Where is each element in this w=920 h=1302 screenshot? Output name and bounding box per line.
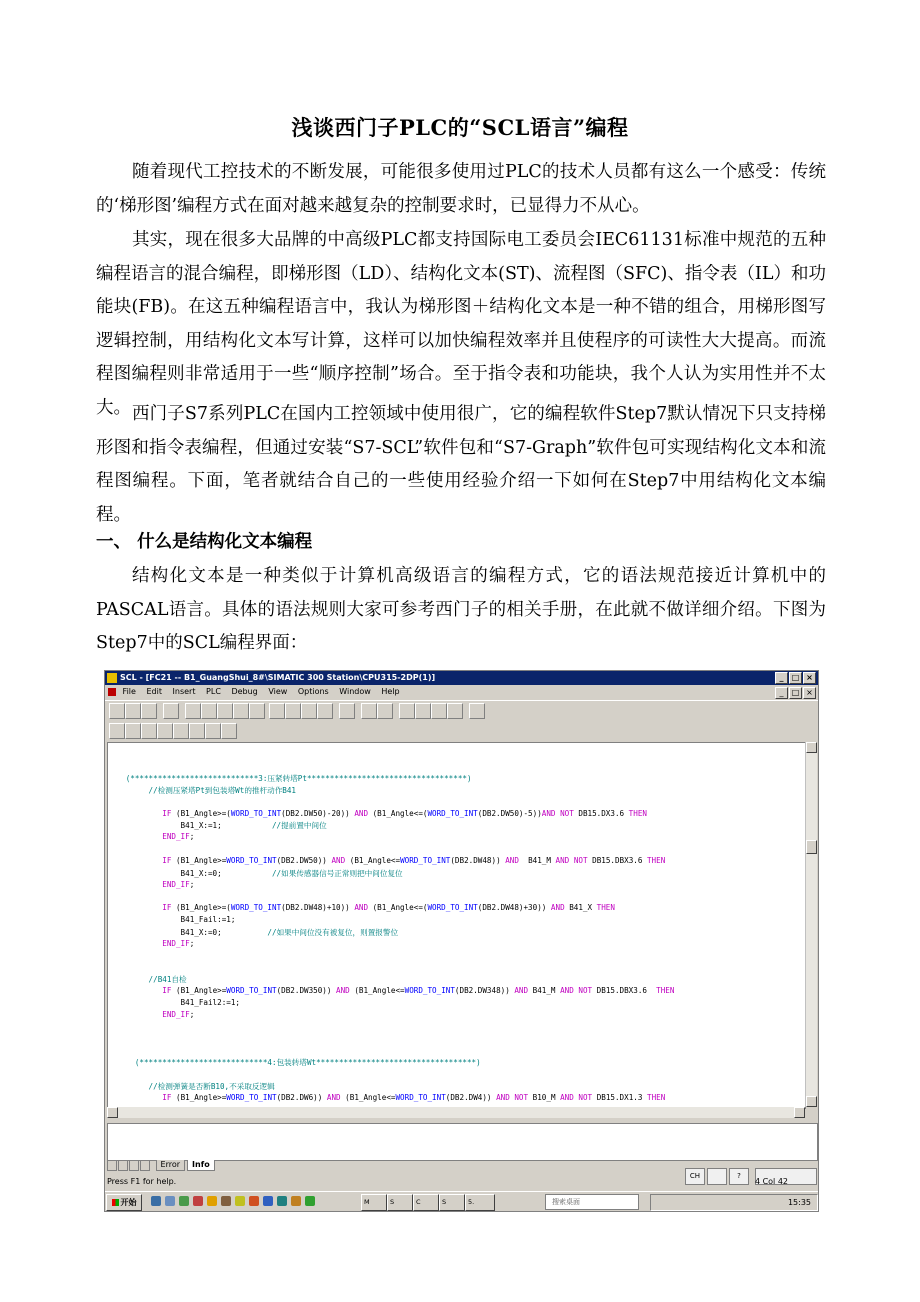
code-token: B41_X:=1;	[180, 821, 272, 831]
quicklaunch-app9-icon[interactable]	[291, 1196, 301, 1206]
code-token: (B1_Angle>=	[171, 855, 227, 865]
task-button-4[interactable]: S	[439, 1194, 465, 1211]
ime-help-icon[interactable]: ?	[729, 1168, 749, 1185]
code-token: WORD_TO_INT	[427, 808, 478, 818]
code-token: DB15.DBX3.6	[587, 855, 647, 865]
code-token: (B1_Angle>=(	[171, 903, 231, 913]
code-token: WORD_TO_INT	[226, 1092, 277, 1102]
code-token: (DB2.DW48)+30))	[477, 903, 551, 913]
list-view-icon[interactable]	[431, 703, 447, 719]
step-forward-icon[interactable]	[377, 703, 393, 719]
details-icon[interactable]	[415, 703, 431, 719]
code-token: WORD_TO_INT	[226, 986, 277, 996]
download-icon[interactable]	[301, 703, 317, 719]
code-token: IF	[162, 986, 172, 996]
quicklaunch-app3-icon[interactable]	[207, 1196, 217, 1206]
code-line	[162, 939, 194, 948]
scroll-left-icon[interactable]	[107, 1107, 118, 1118]
code-token: THEN	[596, 903, 615, 913]
code-token: END_IF	[162, 832, 190, 842]
menu-bar	[105, 685, 818, 699]
window-title: SCL - [FC21 -- B1_GuangShui_8#\SIMATIC 300 Station\CPU315-2DP(1)]	[120, 673, 436, 682]
code-token: (DB2.DW48)+10))	[281, 903, 355, 913]
code-token: WORD_TO_INT	[427, 903, 478, 913]
bullet-list-icon[interactable]	[109, 723, 125, 739]
code-token: AND NOT	[555, 855, 588, 865]
code-token: THEN	[647, 1092, 666, 1102]
code-token: IF	[162, 1092, 172, 1102]
code-line	[162, 903, 615, 912]
upload-icon[interactable]	[317, 703, 333, 719]
code-token: ;	[189, 879, 195, 889]
close-button[interactable]: ×	[803, 672, 816, 684]
code-line	[181, 820, 327, 831]
code-token: B41_Fail2:=1;	[180, 998, 240, 1008]
code-token: B10_M	[528, 1092, 561, 1102]
code-token: IF	[162, 808, 172, 818]
code-token: B41_M	[518, 855, 556, 865]
scl-app-icon	[107, 673, 117, 683]
menu-help[interactable]: Help	[381, 687, 400, 696]
minimize-button[interactable]: _	[775, 672, 788, 684]
code-token: ;	[189, 1010, 195, 1019]
code-token: WORD_TO_INT	[226, 855, 277, 865]
code-token: AND NOT	[560, 986, 593, 996]
code-token: DB15.DX3.6	[573, 808, 629, 818]
quicklaunch-app4-icon[interactable]	[221, 1196, 231, 1206]
quicklaunch-app2-icon[interactable]	[193, 1196, 203, 1206]
exclamation-icon[interactable]	[399, 703, 415, 719]
menu-debug[interactable]: Debug	[231, 687, 258, 696]
vertical-scrollbar[interactable]	[805, 742, 817, 1107]
start-button[interactable]	[106, 1194, 142, 1211]
redo-icon[interactable]	[201, 703, 217, 719]
code-token: B41_Fail:=1;	[180, 915, 236, 925]
menu-view[interactable]: View	[268, 687, 288, 696]
task-button-2[interactable]: S	[387, 1194, 413, 1211]
code-token: (B1_Angle<=	[340, 1092, 396, 1102]
new-file-icon[interactable]	[109, 703, 125, 719]
maximize-button[interactable]: □	[789, 672, 802, 684]
code-line	[181, 998, 240, 1007]
code-token: B41_X:=0;	[180, 928, 268, 938]
doc-restore-button[interactable]: □	[789, 687, 802, 699]
context-help-icon[interactable]	[469, 703, 485, 719]
code-token: //检测压紧塔Pt到包装塔Wt的推杆动作B41	[148, 785, 297, 795]
code-token: //检测弹簧是否断B10,不采取反逻辑	[148, 1082, 275, 1092]
copy-icon[interactable]	[233, 703, 249, 719]
code-token: AND	[326, 1092, 341, 1102]
menu-file[interactable]: File	[122, 687, 136, 696]
code-token: IF	[162, 903, 172, 913]
clock: 15:35	[787, 1198, 811, 1207]
code-token: ;	[189, 938, 195, 948]
code-token: (DB2.DW50)-5))	[477, 808, 542, 818]
system-tray	[650, 1194, 818, 1211]
code-token: (DB2.DW6))	[276, 1092, 327, 1102]
document-title: 浅谈西门子PLC的“SCL语言”编程	[291, 115, 629, 140]
code-token: (B1_Angle<=	[345, 855, 401, 865]
code-token: B41_X	[564, 903, 597, 913]
code-token: WORD_TO_INT	[395, 1092, 446, 1102]
document-icon	[108, 688, 116, 696]
code-token: (B1_Angle<=(	[368, 808, 428, 818]
code-line	[135, 1057, 481, 1068]
code-line	[181, 927, 399, 938]
code-token: THEN	[646, 855, 666, 865]
horizontal-scrollbar[interactable]	[107, 1107, 805, 1118]
code-token: WORD_TO_INT	[230, 808, 282, 818]
code-token: AND	[514, 986, 529, 996]
scroll-down-icon[interactable]	[806, 1096, 817, 1107]
code-line	[149, 1081, 275, 1092]
code-line	[162, 832, 194, 841]
paragraph-3: 西门子S7系列PLC在国内工控领域中使用很广，它的编程软件Step7默认情况下只支持梯形图和指令表编程，但通过安装“S7-SCL”软件包和“S7-Graph”软件包可实现结构化文本和流程图编程。下面，笔者就结合自己的一些使用经验介绍一下如何在Step7中用结构化文本编程。	[96, 404, 826, 525]
quicklaunch-app7-icon[interactable]	[263, 1196, 273, 1206]
output-pane[interactable]	[107, 1123, 818, 1161]
code-token: DB15.DX1.3	[592, 1092, 647, 1102]
quicklaunch-desktop-icon[interactable]	[165, 1196, 175, 1206]
menu-options[interactable]: Options	[297, 687, 329, 696]
code-token: (DB2.DW348))	[454, 986, 515, 996]
code-token: (DB2.DW4))	[445, 1092, 497, 1102]
task-button-1[interactable]: M	[361, 1194, 387, 1211]
tab-info[interactable]: Info	[187, 1160, 215, 1171]
scroll-thumb[interactable]	[806, 840, 817, 854]
menu-edit[interactable]: Edit	[146, 687, 162, 696]
code-token: (DB2.DW50)-20))	[281, 808, 355, 818]
paragraph-2: 其实，现在很多大品牌的中高级PLC都支持国际电工委员会IEC61131标准中规范的五种编程语言的混合编程，即梯形图（LD）、结构化文本(ST)、流程图（SFC)、指令表（IL）和功能块(FB)。在这五种编程语言中，我认为梯形图＋结构化文本是一种不错的组合，用梯形图写逻辑控制，用结构化文本写计算，这样可以加快编程效率并且使程序的可读性大大提高。而流程图编程则非常适用于一些“顺序控制”场合。至于指令表和功能块，我个人认为实用性并不太大。	[96, 230, 826, 418]
code-token: //B41自检	[148, 975, 187, 985]
code-line	[162, 856, 665, 865]
section-heading: 一、 什么是结构化文本编程	[96, 532, 313, 552]
step-back-icon[interactable]	[361, 703, 377, 719]
edit-toolbar	[105, 721, 818, 741]
next-tab-icon[interactable]	[129, 1160, 139, 1171]
print-icon[interactable]	[163, 703, 179, 719]
code-token: (****************************4:包装转塔Wt***********************************)	[134, 1058, 481, 1068]
code-token: (B1_Angle>=	[171, 986, 227, 996]
code-token: AND	[354, 808, 369, 818]
code-token: (****************************3:压紧转塔Pt***********************************)	[125, 774, 472, 783]
breakpoint-icon[interactable]	[125, 723, 141, 739]
section-paragraph: 结构化文本是一种类似于计算机高级语言的编程方式，它的语法规范接近计算机中的PASCAL语言。具体的语法规则大家可参考西门子的相关手册，在此就不做详细介绍。下图为Step7中的SCL编程界面：	[96, 566, 826, 654]
code-token: END_IF	[162, 1010, 190, 1019]
code-token: END_IF	[162, 879, 190, 889]
code-token: (B1_Angle<=(	[368, 903, 428, 913]
doc-close-button[interactable]: ×	[803, 687, 816, 699]
code-line	[162, 1093, 665, 1102]
quicklaunch-app10-icon[interactable]	[305, 1196, 315, 1206]
code-token: (DB2.DW50))	[276, 855, 332, 865]
code-token: B41_M	[528, 986, 561, 996]
scl-editor-screenshot	[104, 670, 819, 1212]
code-token: AND NOT	[496, 1092, 529, 1102]
last-tab-icon[interactable]	[140, 1160, 150, 1171]
code-line	[149, 974, 187, 985]
quicklaunch-app5-icon[interactable]	[235, 1196, 245, 1206]
compile-icon[interactable]	[269, 703, 285, 719]
code-token: WORD_TO_INT	[404, 986, 455, 996]
code-token: AND	[550, 903, 565, 913]
scroll-up-icon[interactable]	[806, 742, 817, 753]
monitor-icon[interactable]	[339, 703, 355, 719]
menu-insert[interactable]: Insert	[172, 687, 196, 696]
code-token: ;	[189, 832, 195, 842]
compile-all-icon[interactable]	[285, 703, 301, 719]
menu-window[interactable]: Window	[339, 687, 371, 696]
code-token: //如果传感器信号正常则把中间位复位	[271, 868, 403, 878]
standard-toolbar	[105, 700, 818, 721]
menu-plc[interactable]: PLC	[206, 687, 221, 696]
undo-icon[interactable]	[185, 703, 201, 719]
windows-flag-icon	[112, 1199, 119, 1206]
open-folder-icon[interactable]	[125, 703, 141, 719]
tab-error[interactable]: Error	[156, 1160, 186, 1171]
scroll-right-icon[interactable]	[794, 1107, 805, 1118]
code-line	[162, 809, 647, 818]
code-line	[162, 986, 674, 995]
run-to-cursor-icon[interactable]	[221, 723, 237, 739]
step-over-icon[interactable]	[189, 723, 205, 739]
task-button-3[interactable]: C	[413, 1194, 439, 1211]
code-line	[162, 880, 194, 889]
code-token: AND	[354, 903, 369, 913]
ime-ch-indicator[interactable]: CH	[685, 1168, 705, 1185]
code-token: (B1_Angle<=	[349, 986, 405, 996]
code-token: AND	[505, 855, 519, 865]
code-token: (B1_Angle>=	[171, 1092, 227, 1102]
code-token: THEN	[628, 808, 647, 818]
cut-icon[interactable]	[217, 703, 233, 719]
paragraph-1: 随着现代工控技术的不断发展，可能很多使用过PLC的技术人员都有这么一个感受：传统的‘梯形图’编程方式在面对越来越复杂的控制要求时，已显得力不从心。	[96, 162, 826, 216]
code-token: AND	[336, 986, 350, 996]
code-token: THEN	[656, 986, 675, 996]
watch-icon[interactable]	[157, 723, 173, 739]
code-token: B41_X:=0;	[180, 868, 272, 878]
code-line	[181, 868, 403, 879]
code-line	[162, 1010, 194, 1019]
doc-minimize-button[interactable]: _	[775, 687, 788, 699]
step-into-icon[interactable]	[173, 723, 189, 739]
status-bar	[105, 1176, 818, 1188]
code-token: DB15.DBX3.6	[592, 986, 657, 996]
quicklaunch-app8-icon[interactable]	[277, 1196, 287, 1206]
start-label: 开始	[120, 1198, 137, 1207]
code-line	[126, 773, 472, 784]
save-icon[interactable]	[141, 703, 157, 719]
code-token: IF	[162, 855, 172, 865]
cursor-position: 4 Col 42	[754, 1177, 788, 1186]
code-token: (DB2.DW350))	[276, 986, 337, 996]
desktop-search-input[interactable]: 搜索桌面	[545, 1194, 639, 1210]
code-token: (B1_Angle>=(	[171, 808, 231, 818]
quicklaunch-app-icon[interactable]	[179, 1196, 189, 1206]
code-token: WORD_TO_INT	[230, 903, 282, 913]
window-titlebar	[105, 671, 818, 685]
first-tab-icon[interactable]	[107, 1160, 117, 1171]
quicklaunch-ie-icon[interactable]	[151, 1196, 161, 1206]
code-token: END_IF	[162, 938, 190, 948]
code-token: //如果中间位没有被复位，则置报警位	[267, 928, 399, 938]
code-token: AND	[331, 855, 346, 865]
code-token: AND NOT	[541, 808, 574, 818]
clear-breakpoint-icon[interactable]	[141, 723, 157, 739]
quicklaunch-app6-icon[interactable]	[249, 1196, 259, 1206]
code-editor[interactable]	[107, 742, 806, 1109]
task-button-5[interactable]: 5.	[465, 1194, 495, 1211]
code-token: //提前置中间位	[271, 821, 327, 831]
paste-icon[interactable]	[249, 703, 265, 719]
status-text: Press F1 for help.	[107, 1177, 177, 1186]
code-token: WORD_TO_INT	[400, 855, 451, 865]
code-line	[149, 785, 296, 796]
split-view-icon[interactable]	[447, 703, 463, 719]
code-token: AND NOT	[560, 1092, 593, 1102]
taskbar	[105, 1191, 818, 1212]
code-line	[181, 915, 236, 924]
code-token: (DB2.DW48))	[450, 855, 506, 865]
prev-tab-icon[interactable]	[118, 1160, 128, 1171]
step-out-icon[interactable]	[205, 723, 221, 739]
output-tabs	[107, 1160, 607, 1172]
